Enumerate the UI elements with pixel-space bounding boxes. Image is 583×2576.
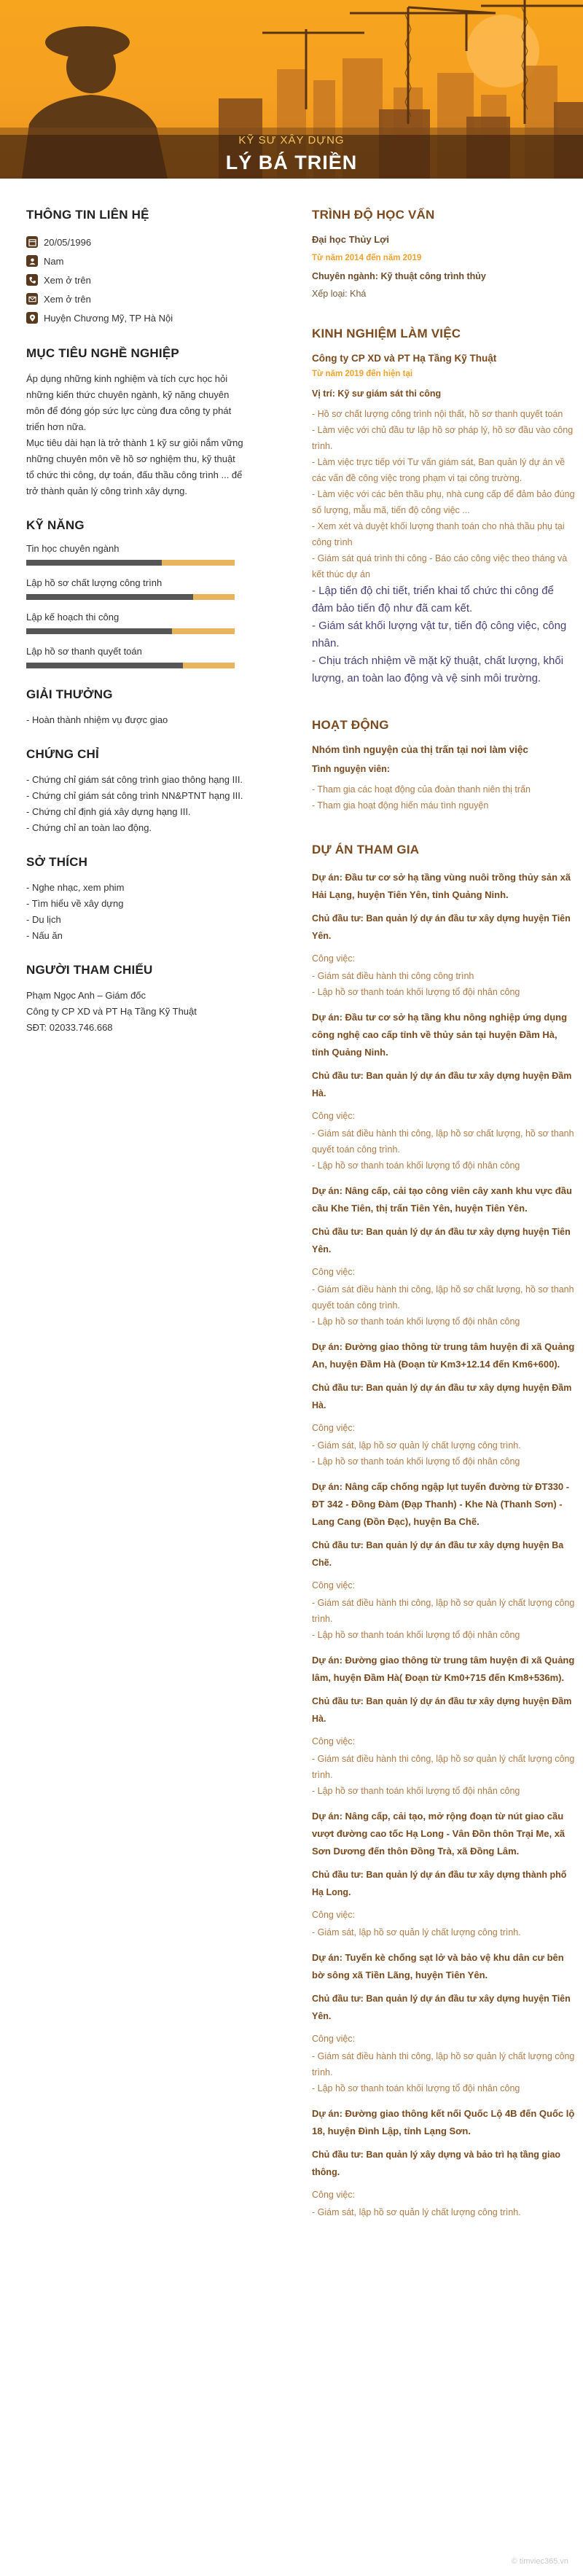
objective-heading: MỤC TIÊU NGHỀ NGHIỆP xyxy=(26,346,179,360)
project-item xyxy=(312,1949,576,2096)
duty-item-large: - Chịu trách nhiệm về mặt kỹ thuật, chất lượng, khối lượng, an toàn lao động và vệ sinh môi trường. xyxy=(312,655,564,684)
experience-position: Vị trí: Kỹ sư giám sát thi công xyxy=(312,389,442,399)
duty-item-large: - Lập tiến độ chi tiết, triển khai tổ chức thi công để đảm bảo tiến độ như đã cam kết. xyxy=(312,585,554,614)
activity-organization: Nhóm tình nguyện của thị trấn tại nơi làm việc xyxy=(312,744,528,755)
activity-item: - Tham gia hoạt động hiến máu tình nguyện xyxy=(312,800,489,811)
phone-icon xyxy=(26,274,38,286)
address-text: Huyện Chương Mỹ, TP Hà Nội xyxy=(44,312,173,324)
activities-heading: HOẠT ĐỘNG xyxy=(312,718,389,732)
job-title: KỸ SƯ XÂY DỰNG xyxy=(238,134,345,147)
skill-bar xyxy=(26,628,235,634)
education-school: Đại học Thủy Lợi xyxy=(312,234,390,245)
contact-phone xyxy=(26,270,245,289)
project-name: Dự án: Đường giao thông kết nối Quốc Lộ 4B đến Quốc lộ 18, huyện Đình Lập, tỉnh Lạng Sơn. xyxy=(312,2108,575,2136)
duty-item: - Xem xét và duyệt khối lượng thanh toán cho nhà thầu phụ tại công trình xyxy=(312,521,565,547)
contact-birthday xyxy=(26,233,245,251)
certificates-heading: CHỨNG CHỈ xyxy=(26,747,99,761)
certificate-item: - Chứng chỉ định giá xây dựng hạng III. xyxy=(26,806,191,817)
certificate-item: - Chứng chỉ an toàn lao động. xyxy=(26,822,152,833)
skill-bar xyxy=(26,663,235,668)
gender-icon xyxy=(26,255,38,267)
skill-name: Lập kế hoạch thi công xyxy=(26,612,120,622)
watermark: © timviec365.vn xyxy=(511,2557,568,2566)
experience-company: Công ty CP XD và PT Hạ Tầng Kỹ Thuật xyxy=(312,353,497,364)
education-section xyxy=(312,208,576,299)
project-item xyxy=(312,2105,576,2220)
project-item xyxy=(312,1182,576,1330)
project-work-item: - Giám sát điều hành thi công công trình xyxy=(312,971,474,981)
awards-section xyxy=(26,687,245,728)
email-text: Xem ở trên xyxy=(44,293,91,305)
email-icon xyxy=(26,293,38,305)
project-work-item: - Lập hồ sơ thanh toán khối lượng tổ đội nhân công xyxy=(312,1456,520,1467)
skill-item xyxy=(26,577,245,600)
project-owner: Chủ đầu tư: Ban quản lý dự án đầu tư xây dựng huyện Tiên Yên. xyxy=(312,1227,571,1254)
skill-bar-fill xyxy=(26,594,193,600)
objective-text: Áp dụng những kinh nghiệm và tích cực học hỏi những kiến thức chuyên ngành, kỹ năng chuyên môn để đóng góp sức lực cùng đưa công ty phát triển hơn nữa. Mục tiêu dài hạn là trở thành 1 kỹ sư giỏi nắm vững những chuyên môn về hồ sơ nghiệm thu, kỹ thuật tổ chức thi công, dự toán, đấu thầu công trình ... để trở thành quản lý công trình xây dựng. xyxy=(26,373,243,496)
references-section xyxy=(26,963,245,1036)
right-column xyxy=(312,208,576,2239)
project-work-label: Công việc: xyxy=(312,2034,356,2044)
experience-section xyxy=(312,327,576,687)
project-item xyxy=(312,1808,576,1940)
birthday-text: 20/05/1996 xyxy=(44,236,92,248)
education-time: Từ năm 2014 đến năm 2019 xyxy=(312,254,422,262)
project-work-label: Công việc: xyxy=(312,1580,356,1591)
skill-name: Tin học chuyên ngành xyxy=(26,543,120,554)
candidate-name: LÝ BÁ TRIỀN xyxy=(225,152,358,173)
project-work-label: Công việc: xyxy=(312,2190,356,2200)
project-work-label: Công việc: xyxy=(312,1111,356,1121)
project-work-item: - Lập hồ sơ thanh toán khối lượng tổ đội nhân công xyxy=(312,1630,520,1640)
project-work-label: Công việc: xyxy=(312,1910,356,1920)
experience-time: Từ năm 2019 đến hiện tại xyxy=(312,370,413,378)
projects-section xyxy=(312,843,576,2220)
contact-email xyxy=(26,289,245,308)
project-name: Dự án: Đầu tư cơ sở hạ tầng vùng nuôi trồng thủy sản xã Hải Lạng, huyện Tiên Yên, tỉnh Quảng Ninh. xyxy=(312,872,571,900)
project-owner: Chủ đầu tư: Ban quản lý dự án đầu tư xây dựng huyện Tiên Yên. xyxy=(312,913,571,941)
project-work-label: Công việc: xyxy=(312,1267,356,1277)
reference-line: Phạm Ngọc Anh – Giám đốc xyxy=(26,990,146,1001)
activities-section xyxy=(312,718,576,813)
project-work-item: - Giám sát điều hành thi công, lập hồ sơ chất lượng, hồ sơ thanh quyết toán công trình. xyxy=(312,1284,574,1311)
contact-heading: THÔNG TIN LIÊN HỆ xyxy=(26,208,149,222)
duty-item: - Hồ sơ chất lượng công trình nội thất, hồ sơ thanh quyết toán xyxy=(312,409,563,419)
cv-header xyxy=(0,0,583,179)
hobby-item: - Nấu ăn xyxy=(26,930,63,941)
project-owner: Chủ đầu tư: Ban quản lý dự án đầu tư xây dựng huyện Đầm Hà. xyxy=(312,1383,572,1410)
gender-text: Nam xyxy=(44,255,64,267)
project-owner: Chủ đầu tư: Ban quản lý dự án đầu tư xây dựng huyện Tiên Yên. xyxy=(312,1994,571,2021)
project-work-item: - Lập hồ sơ thanh toán khối lượng tổ đội nhân công xyxy=(312,987,520,997)
education-major: Chuyên ngành: Kỹ thuật công trình thủy xyxy=(312,271,486,281)
duty-item-large: - Giám sát khối lượng vật tư, tiến độ công việc, công nhân. xyxy=(312,620,567,649)
project-item xyxy=(312,1338,576,1470)
project-name: Dự án: Nâng cấp, cải tạo công viên cây xanh khu vực đầu cầu Khe Tiên, thị trấn Tiên Yên, huyện Tiên Yên. xyxy=(312,1185,572,1214)
project-item xyxy=(312,869,576,1000)
project-work-item: - Lập hồ sơ thanh toán khối lượng tổ đội nhân công xyxy=(312,2083,520,2093)
skill-bar xyxy=(26,560,235,566)
project-work-item: - Giám sát, lập hồ sơ quản lý chất lượng công trình. xyxy=(312,1927,521,1937)
project-name: Dự án: Tuyến kè chống sạt lở và bảo vệ khu dân cư bên bờ sông xã Tiền Lãng, huyện Tiên Yên. xyxy=(312,1952,564,1980)
hobbies-section xyxy=(26,855,245,944)
awards-heading: GIẢI THƯỞNG xyxy=(26,687,113,701)
hobby-item: - Du lịch xyxy=(26,914,61,925)
project-item xyxy=(312,1652,576,1799)
award-item: - Hoàn thành nhiệm vụ được giao xyxy=(26,714,168,725)
project-work-item: - Lập hồ sơ thanh toán khối lượng tổ đội nhân công xyxy=(312,1316,520,1327)
project-work-item: - Giám sát, lập hồ sơ quản lý chất lượng công trình. xyxy=(312,1440,521,1451)
hobbies-heading: SỞ THÍCH xyxy=(26,855,88,869)
education-grade: Xếp loại: Khá xyxy=(312,289,367,299)
project-name: Dự án: Đầu tư cơ sở hạ tầng khu nông nghiệp ứng dụng công nghệ cao cấp tỉnh về thủy sản tại huyện Đầm Hà, tỉnh Quảng Ninh. xyxy=(312,1012,568,1058)
duty-item: - Làm việc với các bên thầu phụ, nhà cung cấp để đảm bảo đúng số lượng, mẫu mã, tiến độ công việc ... xyxy=(312,489,575,515)
project-work-item: - Giám sát điều hành thi công, lập hồ sơ quản lý chất lượng công trình. xyxy=(312,2051,575,2077)
project-owner: Chủ đầu tư: Ban quản lý xây dựng và bảo trì hạ tầng giao thông. xyxy=(312,2150,561,2177)
project-work-label: Công việc: xyxy=(312,1736,356,1746)
skill-item xyxy=(26,612,245,634)
phone-text: Xem ở trên xyxy=(44,274,91,286)
project-item xyxy=(312,1478,576,1643)
certificates-section xyxy=(26,747,245,836)
skill-bar-fill xyxy=(26,560,162,566)
project-name: Dự án: Nâng cấp, cải tạo, mở rộng đoạn từ nút giao cầu vượt đường cao tốc Hạ Long - Vân Đồn thôn Trại Me, xã Sơn Dương đến thôn Đồng Trà, xã Đồng Lâm. xyxy=(312,1811,566,1857)
skill-name: Lập hồ sơ chất lượng công trình xyxy=(26,577,163,588)
hobby-item: - Nghe nhạc, xem phim xyxy=(26,882,125,893)
project-work-item: - Giám sát điều hành thi công, lập hồ sơ quản lý chất lượng công trình. xyxy=(312,1598,575,1624)
project-work-item: - Lập hồ sơ thanh toán khối lượng tổ đội nhân công xyxy=(312,1786,520,1796)
left-column xyxy=(26,208,245,1055)
skill-item xyxy=(26,646,245,668)
calendar-icon xyxy=(26,236,38,248)
activity-role: Tình nguyện viên: xyxy=(312,764,390,774)
experience-heading: KINH NGHIỆM LÀM VIỆC xyxy=(312,327,461,340)
project-work-label: Công việc: xyxy=(312,953,356,964)
duty-item: - Giám sát quá trình thi công - Báo cáo công việc theo tháng và kết thúc dự án xyxy=(312,553,568,579)
contact-address xyxy=(26,308,245,327)
project-list xyxy=(312,869,576,2220)
skills-section xyxy=(26,518,245,668)
references-heading: NGƯỜI THAM CHIẾU xyxy=(26,963,153,977)
project-item xyxy=(312,1009,576,1174)
project-name: Dự án: Nâng cấp chống ngập lụt tuyến đường từ ĐT330 - ĐT 342 - Đồng Đàm (Đạp Thanh) - Khe Nà (Thanh Sơn) - Lang Cang (Đồn Đạc), huyện Ba Chẽ. xyxy=(312,1481,570,1527)
activity-item: - Tham gia các hoạt động của đoàn thanh niên thị trấn xyxy=(312,784,531,795)
project-owner: Chủ đầu tư: Ban quản lý dự án đầu tư xây dựng huyện Đầm Hà. xyxy=(312,1071,572,1098)
project-owner: Chủ đầu tư: Ban quản lý dự án đầu tư xây dựng thành phố Hạ Long. xyxy=(312,1870,567,1897)
project-name: Dự án: Đường giao thông từ trung tâm huyện đi xã Quảng lâm, huyện Đầm Hà( Đoạn từ Km0+715 đến Km8+536m). xyxy=(312,1655,575,1683)
certificate-item: - Chứng chỉ giám sát công trình NN&PTNT hạng III. xyxy=(26,790,243,801)
project-work-item: - Giám sát, lập hồ sơ quản lý chất lượng công trình. xyxy=(312,2207,521,2217)
reference-line: Công ty CP XD và PT Hạ Tầng Kỹ Thuật xyxy=(26,1006,197,1017)
location-icon xyxy=(26,312,38,324)
certificate-item: - Chứng chỉ giám sát công trình giao thông hạng III. xyxy=(26,774,243,785)
reference-line: SĐT: 02033.746.668 xyxy=(26,1022,113,1033)
contact-gender xyxy=(26,251,245,270)
project-work-label: Công việc: xyxy=(312,1423,356,1433)
skill-bar-fill xyxy=(26,663,183,668)
hobby-item: - Tìm hiểu về xây dựng xyxy=(26,898,124,909)
project-work-item: - Giám sát điều hành thi công, lập hồ sơ quản lý chất lượng công trình. xyxy=(312,1754,575,1780)
education-heading: TRÌNH ĐỘ HỌC VẤN xyxy=(312,208,435,222)
duty-item: - Làm việc với chủ đầu tư lập hồ sơ pháp lý, hồ sơ đầu vào công trình. xyxy=(312,425,574,451)
skill-bar xyxy=(26,594,235,600)
objective-section xyxy=(26,346,245,499)
project-name: Dự án: Đường giao thông từ trung tâm huyện đi xã Quảng An, huyện Đầm Hà (Đoạn từ Km3+12.14 đến Km6+600). xyxy=(312,1341,575,1370)
project-work-item: - Giám sát điều hành thi công, lập hồ sơ chất lượng, hồ sơ thanh quyết toán công trình. xyxy=(312,1128,574,1155)
contact-section xyxy=(26,208,245,327)
project-owner: Chủ đầu tư: Ban quản lý dự án đầu tư xây dựng huyện Ba Chẽ. xyxy=(312,1540,564,1568)
skill-name: Lập hồ sơ thanh quyết toán xyxy=(26,646,142,657)
projects-heading: DỰ ÁN THAM GIA xyxy=(312,843,420,856)
project-work-item: - Lập hồ sơ thanh toán khối lượng tổ đội nhân công xyxy=(312,1160,520,1171)
skills-heading: KỸ NĂNG xyxy=(26,518,85,532)
skill-item xyxy=(26,543,245,566)
project-owner: Chủ đầu tư: Ban quản lý dự án đầu tư xây dựng huyện Đầm Hà. xyxy=(312,1696,572,1724)
duty-item: - Làm việc trực tiếp với Tư vấn giám sát, Ban quản lý dự án về các vấn đề công việc trong phạm vi tại công trường. xyxy=(312,457,566,483)
skill-bar-fill xyxy=(26,628,172,634)
